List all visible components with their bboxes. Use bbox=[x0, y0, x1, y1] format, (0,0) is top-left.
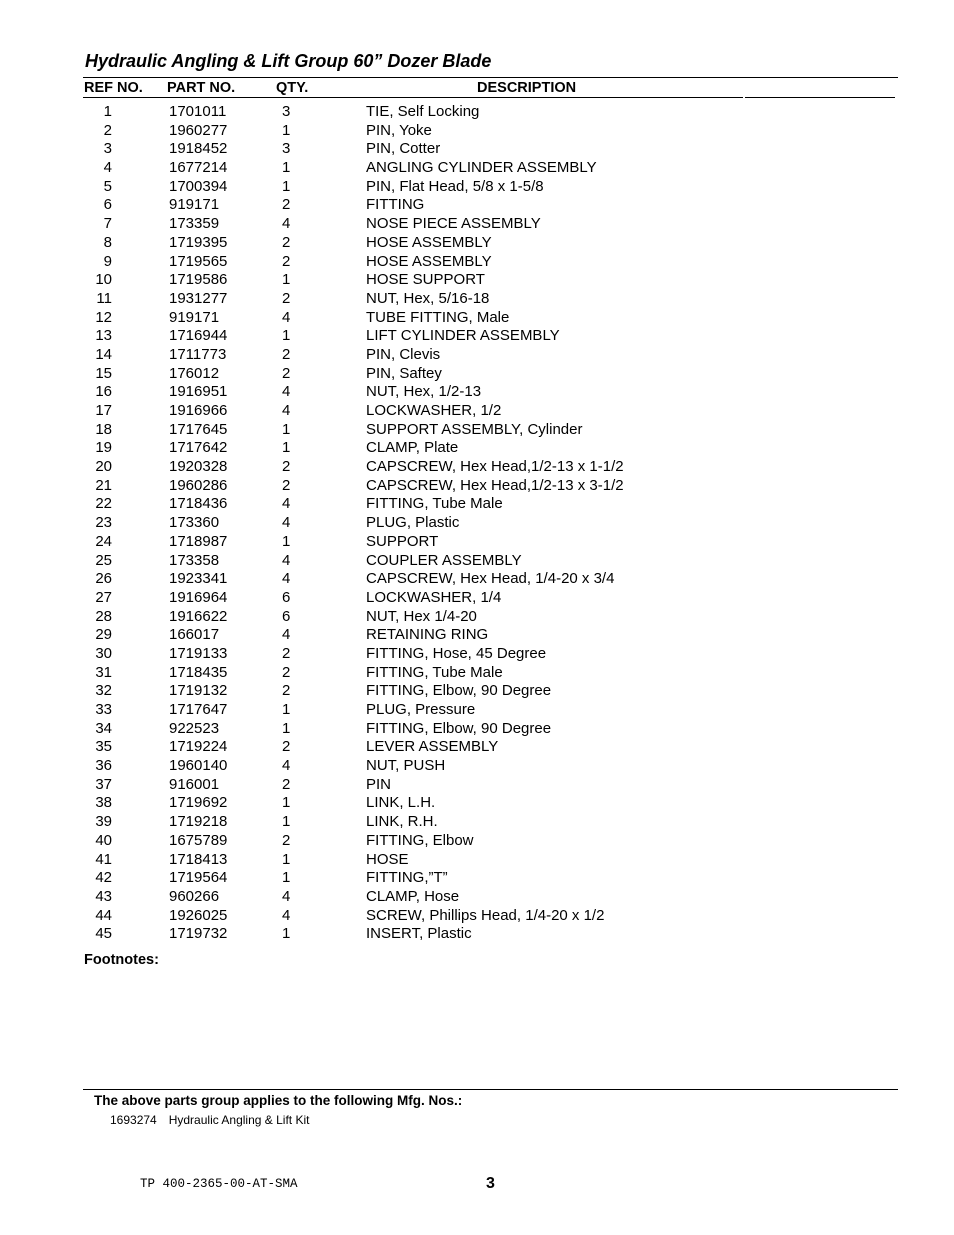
description-cell: NUT, Hex 1/4-20 bbox=[366, 607, 477, 625]
table-row bbox=[0, 178, 954, 197]
part-no-cell: 176012 bbox=[169, 364, 220, 382]
table-row bbox=[0, 514, 954, 533]
part-no-cell: 1719133 bbox=[169, 644, 228, 662]
ref-no-cell: 29 bbox=[95, 626, 112, 644]
description-cell: FITTING, Elbow, 90 Degree bbox=[366, 682, 552, 700]
qty-cell: 4 bbox=[282, 551, 291, 569]
description-cell: PLUG, Plastic bbox=[366, 514, 460, 532]
ref-no-cell: 12 bbox=[95, 308, 112, 326]
part-no-cell: 1717642 bbox=[169, 439, 228, 457]
ref-no-cell: 22 bbox=[95, 495, 112, 513]
ref-no-cell: 14 bbox=[95, 345, 112, 363]
description-cell: HOSE ASSEMBLY bbox=[366, 233, 492, 251]
table-row bbox=[0, 757, 954, 776]
ref-no-cell: 4 bbox=[103, 159, 112, 177]
qty-cell: 2 bbox=[282, 682, 291, 700]
document-id: TP 400-2365-00-AT-SMA bbox=[140, 1177, 298, 1191]
ref-no-cell: 38 bbox=[95, 794, 112, 812]
applies-heading: The above parts group applies to the following Mfg. Nos.: bbox=[94, 1093, 463, 1108]
ref-no-cell: 44 bbox=[95, 906, 112, 924]
ref-no-cell: 17 bbox=[95, 402, 112, 419]
table-row bbox=[0, 813, 954, 832]
table-row bbox=[0, 290, 954, 309]
ref-no-cell: 16 bbox=[95, 383, 112, 401]
description-cell: SCREW, Phillips Head, 1/4-20 x 1/2 bbox=[366, 906, 605, 924]
ref-no-cell: 24 bbox=[95, 532, 112, 550]
part-no-cell: 1719132 bbox=[169, 682, 228, 700]
qty-cell: 4 bbox=[282, 887, 291, 905]
table-row bbox=[0, 832, 954, 851]
part-no-cell: 166017 bbox=[169, 626, 220, 644]
part-no-cell: 1719732 bbox=[169, 925, 228, 943]
qty-cell: 2 bbox=[282, 458, 291, 476]
part-no-cell: 1918452 bbox=[169, 140, 228, 158]
ref-no-cell: 32 bbox=[95, 682, 112, 700]
qty-cell: 1 bbox=[282, 159, 291, 177]
description-cell: HOSE ASSEMBLY bbox=[366, 252, 492, 270]
table-row bbox=[0, 122, 954, 141]
part-no-cell: 1717645 bbox=[169, 420, 228, 438]
ref-no-cell: 33 bbox=[95, 701, 112, 718]
table-row bbox=[0, 664, 954, 683]
ref-no-cell: 28 bbox=[95, 607, 112, 625]
part-no-cell: 1960277 bbox=[169, 121, 228, 139]
qty-cell: 1 bbox=[282, 327, 291, 345]
description-cell: RETAINING RING bbox=[366, 626, 489, 644]
ref-no-cell: 37 bbox=[95, 775, 112, 793]
ref-no-cell: 40 bbox=[95, 831, 112, 849]
footnotes-label: Footnotes: bbox=[84, 952, 159, 968]
description-cell: PIN, Saftey bbox=[366, 364, 442, 382]
qty-cell: 1 bbox=[282, 794, 291, 812]
header-rule-top bbox=[83, 77, 898, 78]
qty-cell: 4 bbox=[282, 514, 291, 532]
ref-no-cell: 41 bbox=[95, 850, 112, 868]
part-no-cell: 1718435 bbox=[169, 663, 228, 681]
qty-cell: 3 bbox=[282, 103, 291, 120]
ref-no-cell: 13 bbox=[95, 327, 112, 345]
description-cell: FITTING, Elbow bbox=[366, 831, 474, 849]
ref-no-cell: 35 bbox=[95, 738, 112, 756]
qty-cell: 2 bbox=[282, 738, 291, 756]
part-no-cell: 1931277 bbox=[169, 289, 228, 307]
column-header-description: DESCRIPTION bbox=[477, 80, 577, 96]
qty-cell: 1 bbox=[282, 177, 291, 195]
table-row bbox=[0, 776, 954, 795]
ref-no-cell: 36 bbox=[95, 757, 112, 775]
part-no-cell: 922523 bbox=[169, 719, 220, 737]
qty-cell: 4 bbox=[282, 308, 291, 326]
part-no-cell: 1960286 bbox=[169, 476, 228, 494]
table-row bbox=[0, 533, 954, 552]
table-row bbox=[0, 495, 954, 514]
qty-cell: 1 bbox=[282, 532, 291, 550]
ref-no-cell: 34 bbox=[95, 719, 112, 737]
part-no-cell: 1718436 bbox=[169, 495, 228, 513]
part-no-cell: 1916964 bbox=[169, 588, 228, 606]
qty-cell: 2 bbox=[282, 289, 291, 307]
description-cell: CLAMP, Hose bbox=[366, 887, 460, 905]
part-no-cell: 919171 bbox=[169, 196, 220, 214]
description-cell: FITTING,”T” bbox=[366, 869, 448, 887]
qty-cell: 2 bbox=[282, 252, 291, 270]
page-number: 3 bbox=[486, 1175, 495, 1192]
header-rule-bottom bbox=[83, 97, 743, 98]
part-no-cell: 1960140 bbox=[169, 757, 228, 775]
description-cell: CAPSCREW, Hex Head,1/2-13 x 1-1/2 bbox=[366, 458, 624, 476]
table-row bbox=[0, 140, 954, 159]
description-cell: HOSE SUPPORT bbox=[366, 271, 485, 289]
part-no-cell: 1677214 bbox=[169, 159, 228, 177]
description-cell: CAPSCREW, Hex Head,1/2-13 x 3-1/2 bbox=[366, 476, 624, 494]
description-cell: LOCKWASHER, 1/2 bbox=[366, 402, 502, 419]
applies-item bbox=[110, 1113, 309, 1127]
ref-no-cell: 3 bbox=[103, 140, 112, 158]
qty-cell: 4 bbox=[282, 215, 291, 233]
part-no-cell: 1920328 bbox=[169, 458, 228, 476]
part-no-cell: 1926025 bbox=[169, 906, 228, 924]
table-row bbox=[0, 869, 954, 888]
description-cell: SUPPORT bbox=[366, 532, 439, 550]
description-cell: LOCKWASHER, 1/4 bbox=[366, 588, 502, 606]
qty-cell: 4 bbox=[282, 402, 291, 419]
part-no-cell: 1701011 bbox=[169, 103, 227, 120]
qty-cell: 1 bbox=[282, 869, 291, 887]
description-cell: FITTING, Tube Male bbox=[366, 663, 503, 681]
ref-no-cell: 5 bbox=[103, 177, 112, 195]
table-row bbox=[0, 215, 954, 234]
qty-cell: 4 bbox=[282, 906, 291, 924]
ref-no-cell: 45 bbox=[95, 925, 112, 943]
ref-no-cell: 10 bbox=[95, 271, 112, 289]
qty-cell: 2 bbox=[282, 196, 291, 214]
table-row bbox=[0, 682, 954, 701]
table-row bbox=[0, 925, 954, 944]
part-no-cell: 1719224 bbox=[169, 738, 228, 756]
description-cell: CAPSCREW, Hex Head, 1/4-20 x 3/4 bbox=[366, 570, 615, 588]
qty-cell: 4 bbox=[282, 757, 291, 775]
table-row bbox=[0, 159, 954, 178]
qty-cell: 1 bbox=[282, 850, 291, 868]
part-no-cell: 1718413 bbox=[169, 850, 228, 868]
qty-cell: 1 bbox=[282, 813, 291, 831]
ref-no-cell: 30 bbox=[95, 644, 112, 662]
ref-no-cell: 1 bbox=[103, 103, 112, 120]
description-cell: FITTING, Elbow, 90 Degree bbox=[366, 719, 552, 737]
description-cell: PIN, Clevis bbox=[366, 345, 441, 363]
part-no-cell: 919171 bbox=[169, 308, 220, 326]
description-cell: NUT, Hex, 1/2-13 bbox=[366, 383, 482, 401]
description-cell: FITTING bbox=[366, 196, 425, 214]
table-row bbox=[0, 570, 954, 589]
ref-no-cell: 8 bbox=[103, 233, 112, 251]
qty-cell: 2 bbox=[282, 831, 291, 849]
part-no-cell: 1717647 bbox=[169, 701, 228, 718]
part-no-cell: 1719586 bbox=[169, 271, 228, 289]
description-cell: INSERT, Plastic bbox=[366, 925, 472, 943]
ref-no-cell: 31 bbox=[95, 663, 112, 681]
table-row bbox=[0, 309, 954, 328]
description-cell: TIE, Self Locking bbox=[366, 103, 480, 120]
part-no-cell: 173359 bbox=[169, 215, 220, 233]
qty-cell: 6 bbox=[282, 588, 291, 606]
qty-cell: 6 bbox=[282, 607, 291, 625]
ref-no-cell: 11 bbox=[96, 289, 112, 307]
description-cell: ANGLING CYLINDER ASSEMBLY bbox=[366, 159, 597, 177]
table-row bbox=[0, 421, 954, 440]
qty-cell: 4 bbox=[282, 495, 291, 513]
qty-cell: 4 bbox=[282, 383, 291, 401]
description-cell: CLAMP, Plate bbox=[366, 439, 459, 457]
ref-no-cell: 23 bbox=[95, 514, 112, 532]
table-row bbox=[0, 608, 954, 627]
qty-cell: 2 bbox=[282, 476, 291, 494]
column-header-ref-no: REF NO. bbox=[84, 80, 143, 96]
description-cell: NUT, Hex, 5/16-18 bbox=[366, 289, 490, 307]
ref-no-cell: 19 bbox=[95, 439, 112, 457]
description-cell: TUBE FITTING, Male bbox=[366, 308, 510, 326]
qty-cell: 1 bbox=[282, 701, 291, 718]
table-row bbox=[0, 701, 954, 720]
table-row bbox=[0, 234, 954, 253]
description-cell: FITTING, Hose, 45 Degree bbox=[366, 644, 547, 662]
mfg-number: 1693274 bbox=[110, 1113, 157, 1127]
part-no-cell: 1719692 bbox=[169, 794, 228, 812]
description-cell: LINK, L.H. bbox=[366, 794, 436, 812]
qty-cell: 1 bbox=[282, 420, 291, 438]
part-no-cell: 173358 bbox=[169, 551, 220, 569]
ref-no-cell: 43 bbox=[95, 887, 112, 905]
ref-no-cell: 25 bbox=[95, 551, 112, 569]
description-cell: LIFT CYLINDER ASSEMBLY bbox=[366, 327, 560, 345]
description-cell: LEVER ASSEMBLY bbox=[366, 738, 499, 756]
description-cell: HOSE bbox=[366, 850, 409, 868]
part-no-cell: 173360 bbox=[169, 514, 220, 532]
table-row bbox=[0, 103, 954, 122]
part-no-cell: 1675789 bbox=[169, 831, 228, 849]
qty-cell: 4 bbox=[282, 570, 291, 588]
qty-cell: 2 bbox=[282, 364, 291, 382]
table-row bbox=[0, 645, 954, 664]
description-cell: PIN, Cotter bbox=[366, 140, 441, 158]
table-row bbox=[0, 458, 954, 477]
qty-cell: 1 bbox=[282, 925, 291, 943]
ref-no-cell: 15 bbox=[95, 364, 112, 382]
part-no-cell: 1719564 bbox=[169, 869, 228, 887]
description-cell: SUPPORT ASSEMBLY, Cylinder bbox=[366, 420, 583, 438]
table-row bbox=[0, 439, 954, 458]
description-cell: PIN bbox=[366, 775, 392, 793]
column-header-part-no: PART NO. bbox=[167, 80, 236, 96]
qty-cell: 2 bbox=[282, 233, 291, 251]
part-no-cell: 1916622 bbox=[169, 607, 228, 625]
part-no-cell: 960266 bbox=[169, 887, 220, 905]
table-row bbox=[0, 552, 954, 571]
parts-list bbox=[0, 103, 954, 944]
table-row bbox=[0, 327, 954, 346]
qty-cell: 1 bbox=[282, 121, 291, 139]
qty-cell: 1 bbox=[282, 271, 291, 289]
header-rule-bottom-right bbox=[745, 97, 895, 98]
ref-no-cell: 39 bbox=[95, 813, 112, 831]
description-cell: NUT, PUSH bbox=[366, 757, 446, 775]
qty-cell: 1 bbox=[282, 439, 291, 457]
description-cell: PLUG, Pressure bbox=[366, 701, 476, 718]
table-row bbox=[0, 383, 954, 402]
table-row bbox=[0, 738, 954, 757]
table-row bbox=[0, 589, 954, 608]
page-title: Hydraulic Angling & Lift Group 60” Dozer Blade bbox=[85, 51, 492, 71]
qty-cell: 1 bbox=[282, 719, 291, 737]
part-no-cell: 1916966 bbox=[169, 402, 228, 419]
ref-no-cell: 21 bbox=[95, 476, 112, 494]
description-cell: PIN, Yoke bbox=[366, 121, 432, 139]
qty-cell: 3 bbox=[282, 140, 291, 158]
qty-cell: 2 bbox=[282, 644, 291, 662]
table-row bbox=[0, 402, 954, 421]
part-no-cell: 1719395 bbox=[169, 233, 228, 251]
qty-cell: 4 bbox=[282, 626, 291, 644]
table-row bbox=[0, 253, 954, 272]
description-cell: COUPLER ASSEMBLY bbox=[366, 551, 522, 569]
part-no-cell: 1711773 bbox=[169, 345, 227, 363]
table-row bbox=[0, 794, 954, 813]
mfg-name: Hydraulic Angling & Lift Kit bbox=[168, 1113, 310, 1127]
part-no-cell: 1923341 bbox=[169, 570, 228, 588]
ref-no-cell: 42 bbox=[95, 869, 112, 887]
table-row bbox=[0, 851, 954, 870]
column-header-qty: QTY. bbox=[276, 80, 309, 96]
qty-cell: 2 bbox=[282, 775, 291, 793]
ref-no-cell: 6 bbox=[103, 196, 112, 214]
part-no-cell: 1916951 bbox=[169, 383, 228, 401]
table-row bbox=[0, 346, 954, 365]
part-no-cell: 1700394 bbox=[169, 177, 228, 195]
ref-no-cell: 20 bbox=[95, 458, 112, 476]
description-cell: FITTING, Tube Male bbox=[366, 495, 503, 513]
ref-no-cell: 7 bbox=[103, 215, 112, 233]
part-no-cell: 916001 bbox=[169, 775, 220, 793]
table-row bbox=[0, 196, 954, 215]
ref-no-cell: 2 bbox=[103, 121, 112, 139]
table-row bbox=[0, 626, 954, 645]
ref-no-cell: 26 bbox=[95, 570, 112, 588]
part-no-cell: 1719565 bbox=[169, 252, 228, 270]
description-cell: LINK, R.H. bbox=[366, 813, 438, 831]
table-row bbox=[0, 888, 954, 907]
part-no-cell: 1716944 bbox=[169, 327, 228, 345]
qty-cell: 2 bbox=[282, 663, 291, 681]
ref-no-cell: 27 bbox=[95, 588, 112, 606]
part-no-cell: 1718987 bbox=[169, 532, 228, 550]
table-row bbox=[0, 365, 954, 384]
table-row bbox=[0, 720, 954, 739]
qty-cell: 2 bbox=[282, 345, 291, 363]
table-row bbox=[0, 271, 954, 290]
description-cell: NOSE PIECE ASSEMBLY bbox=[366, 215, 541, 233]
applies-rule bbox=[83, 1089, 898, 1090]
table-row bbox=[0, 477, 954, 496]
table-row bbox=[0, 907, 954, 926]
ref-no-cell: 9 bbox=[103, 252, 112, 270]
ref-no-cell: 18 bbox=[95, 420, 112, 438]
description-cell: PIN, Flat Head, 5/8 x 1-5/8 bbox=[366, 177, 544, 195]
part-no-cell: 1719218 bbox=[169, 813, 228, 831]
